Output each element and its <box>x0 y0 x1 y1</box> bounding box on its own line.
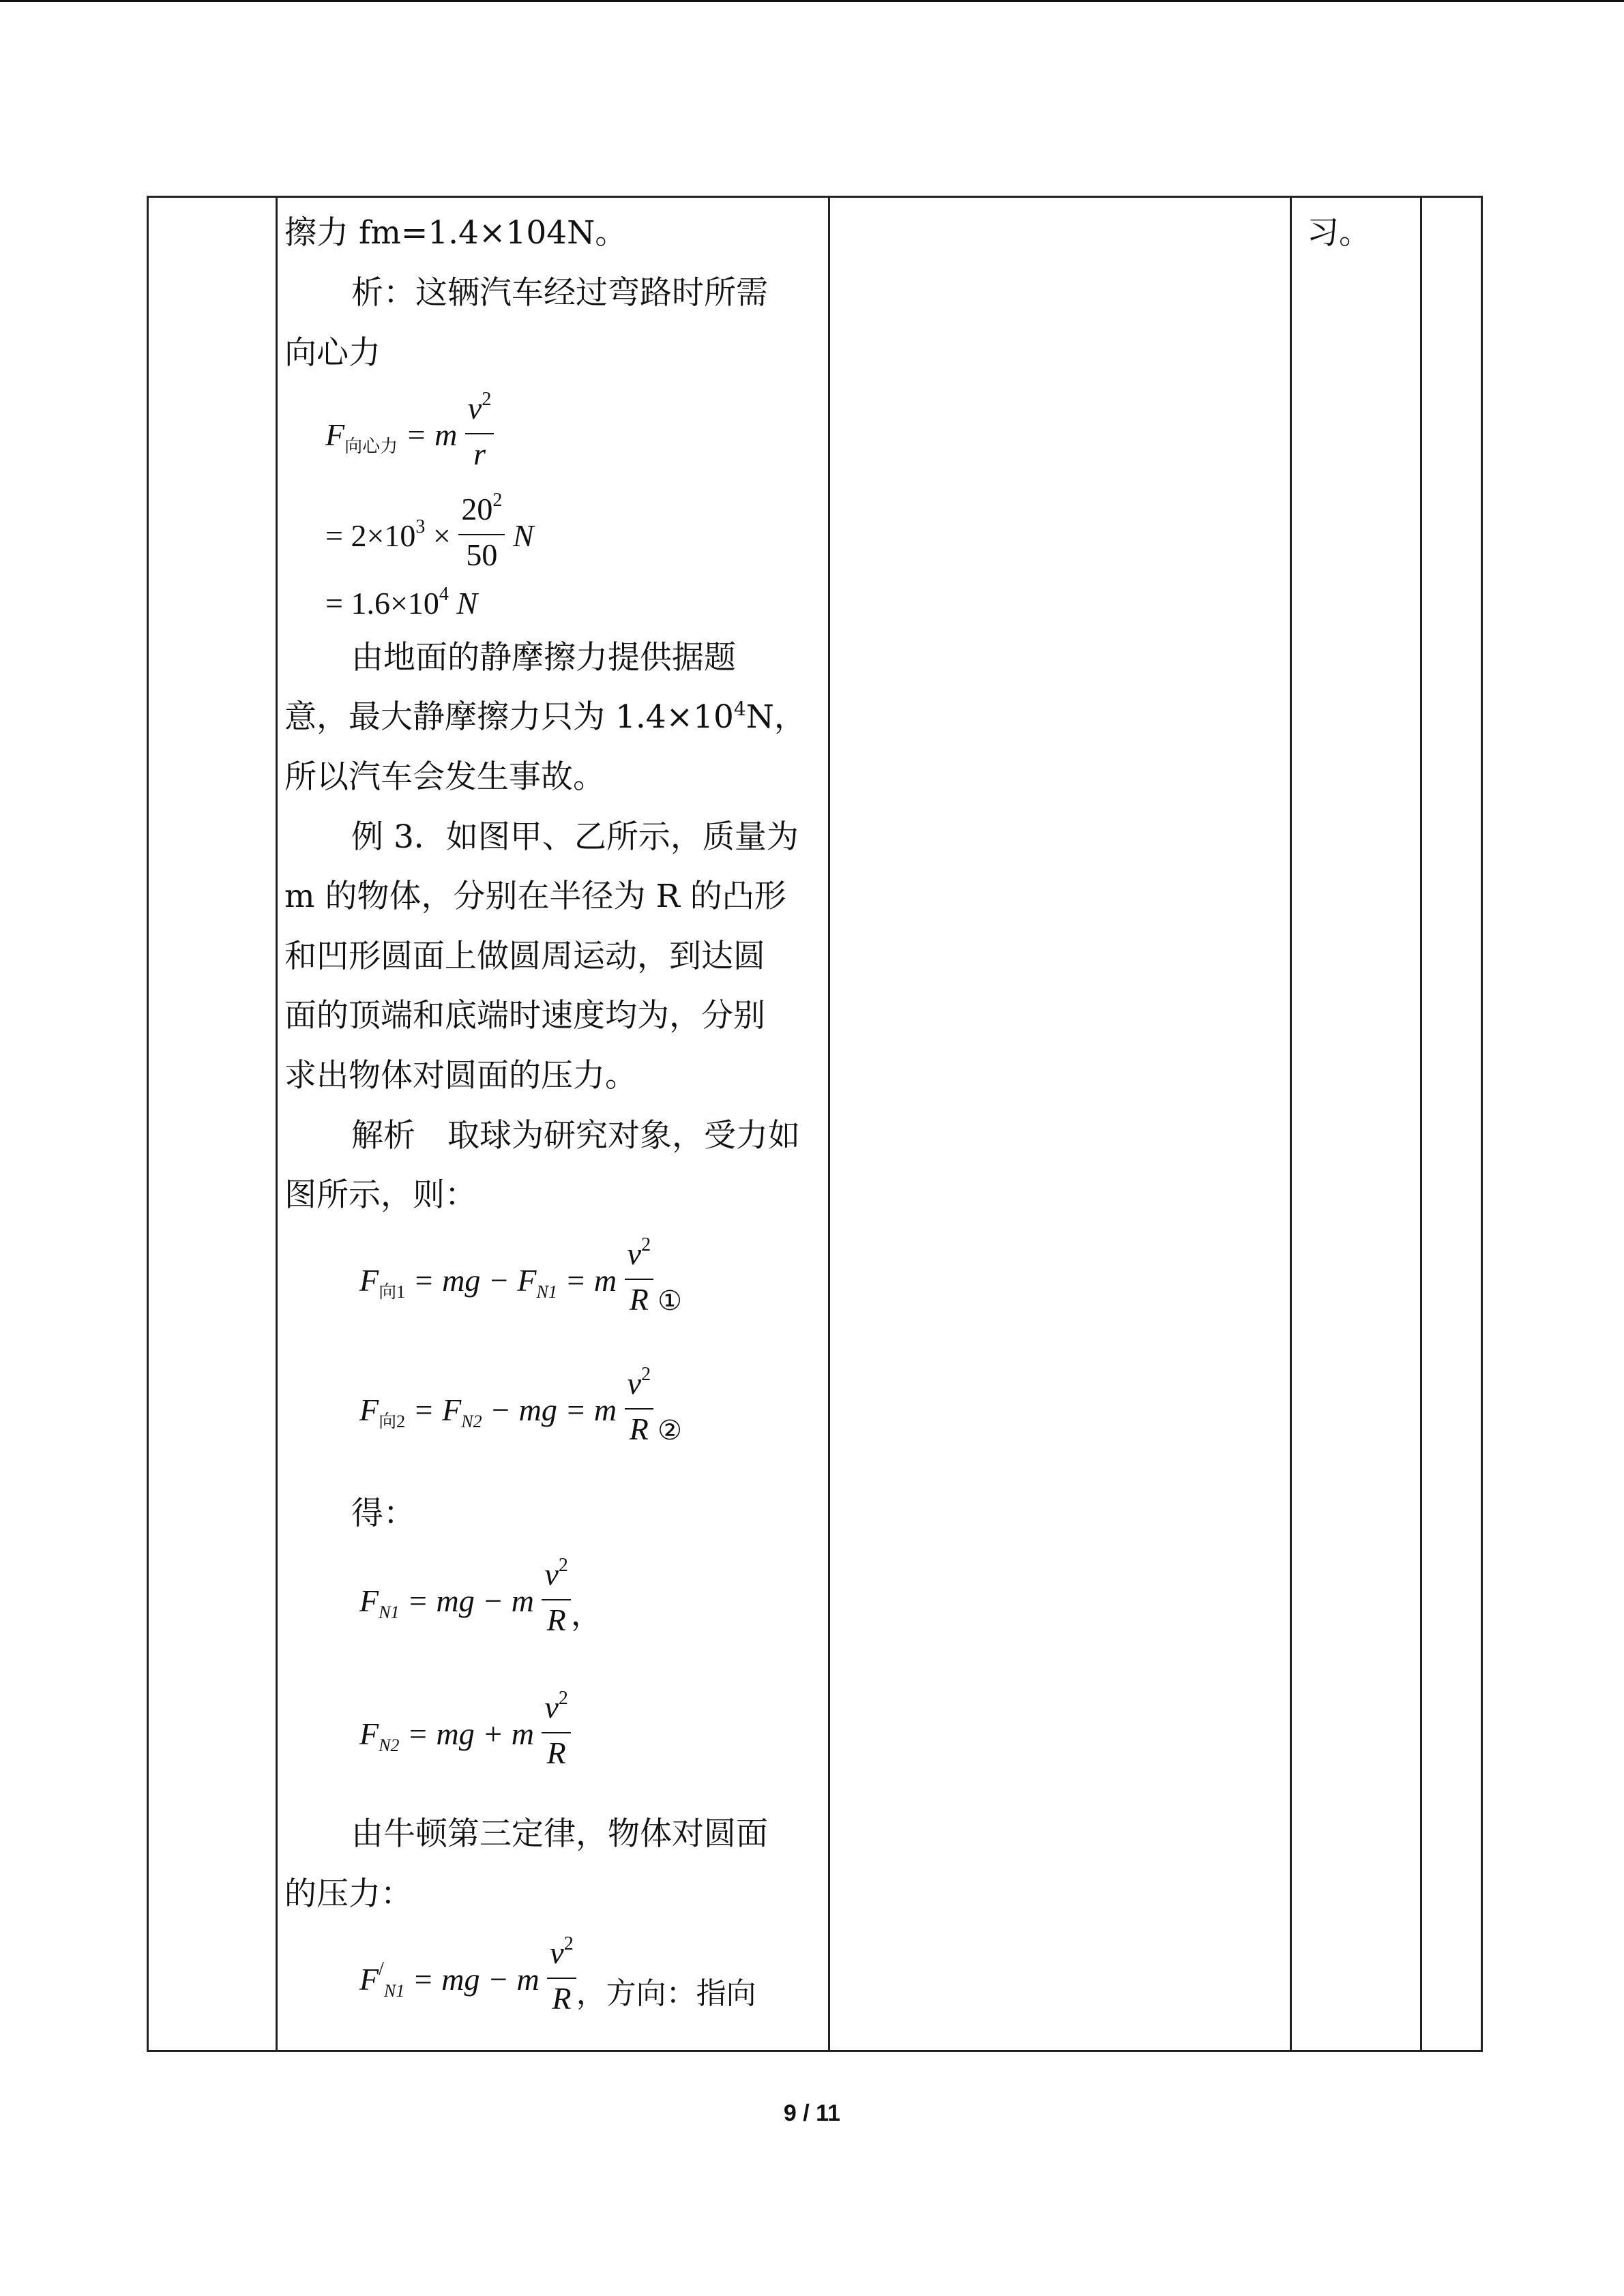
text-line: 得： <box>351 1495 415 1532</box>
text-line: 解析 取球为研究对象，受力如 <box>351 1117 800 1154</box>
text-line: 求出物体对圆面的压力。 <box>284 1057 637 1094</box>
text-line: 和凹形圆面上做圆周运动，到达圆 <box>284 938 765 975</box>
text-line: 由地面的静摩擦力提供据题 <box>351 639 736 676</box>
equation-3: $F_{N1}$ = mg − m $\frac{v^2}{R}$ ， <box>359 1555 602 1637</box>
equation-centripetal-force: $F_{向心力} = m$ $\frac{v^2}{r}$ <box>325 396 494 481</box>
equation-1: $F_{向1}$ = mg − $F_{N1} = m$ $\frac{v^2}{R}$ ① <box>359 1234 682 1317</box>
text-line: 例 3．如图甲、乙所示，质量为 <box>351 818 799 856</box>
cell-col1 <box>148 197 277 2051</box>
text-line: 图所示，则： <box>284 1176 477 1214</box>
cell-col5 <box>1421 197 1482 2051</box>
table-row <box>148 197 1482 2051</box>
text-line: 意，最大静摩擦力只为 $1.4\times 10^4N$， <box>284 698 806 736</box>
text-line: 向心力 <box>284 334 381 372</box>
cell-col2 <box>277 197 829 2051</box>
text-line: 由牛顿第三定律，物体对圆面 <box>351 1815 768 1853</box>
equation-substitution: = $2\times 10^3$ × $\frac{20^2}{50}$ N <box>325 490 534 572</box>
equation-2: $F_{向2} = F_{N2}$ − mg = m $\frac{v^2}{R}$ ② <box>359 1364 682 1446</box>
cell-col3 <box>829 197 1291 2051</box>
equation-result: = $1.6\times 10^4$ N <box>325 584 478 621</box>
text-line: 所以汽车会发生事故。 <box>284 758 605 796</box>
text-line: 习。 <box>1307 214 1371 252</box>
lesson-table <box>147 196 1483 2052</box>
text-line: 析：这辆汽车经过弯路时所需 <box>351 274 768 312</box>
equation-4: $F_{N2}$ = mg + m $\frac{v^2}{R}$ <box>359 1695 571 1780</box>
text-line: m 的物体，分别在半径为 R 的凸形 <box>284 878 786 915</box>
page-number: 9 / 11 <box>783 2100 841 2126</box>
text-line: 擦力 fm=1.4×104N。 <box>284 214 628 252</box>
text-line: 的压力： <box>284 1875 413 1913</box>
top-border <box>0 0 1624 2</box>
cell-col4 <box>1291 197 1421 2051</box>
equation-5: $F^/_{N1}$ = mg − m $\frac{v^2}{R}$ ，方向：指向 <box>359 1933 756 2016</box>
text-line: 面的顶端和底端时速度均为，分别 <box>284 997 765 1034</box>
